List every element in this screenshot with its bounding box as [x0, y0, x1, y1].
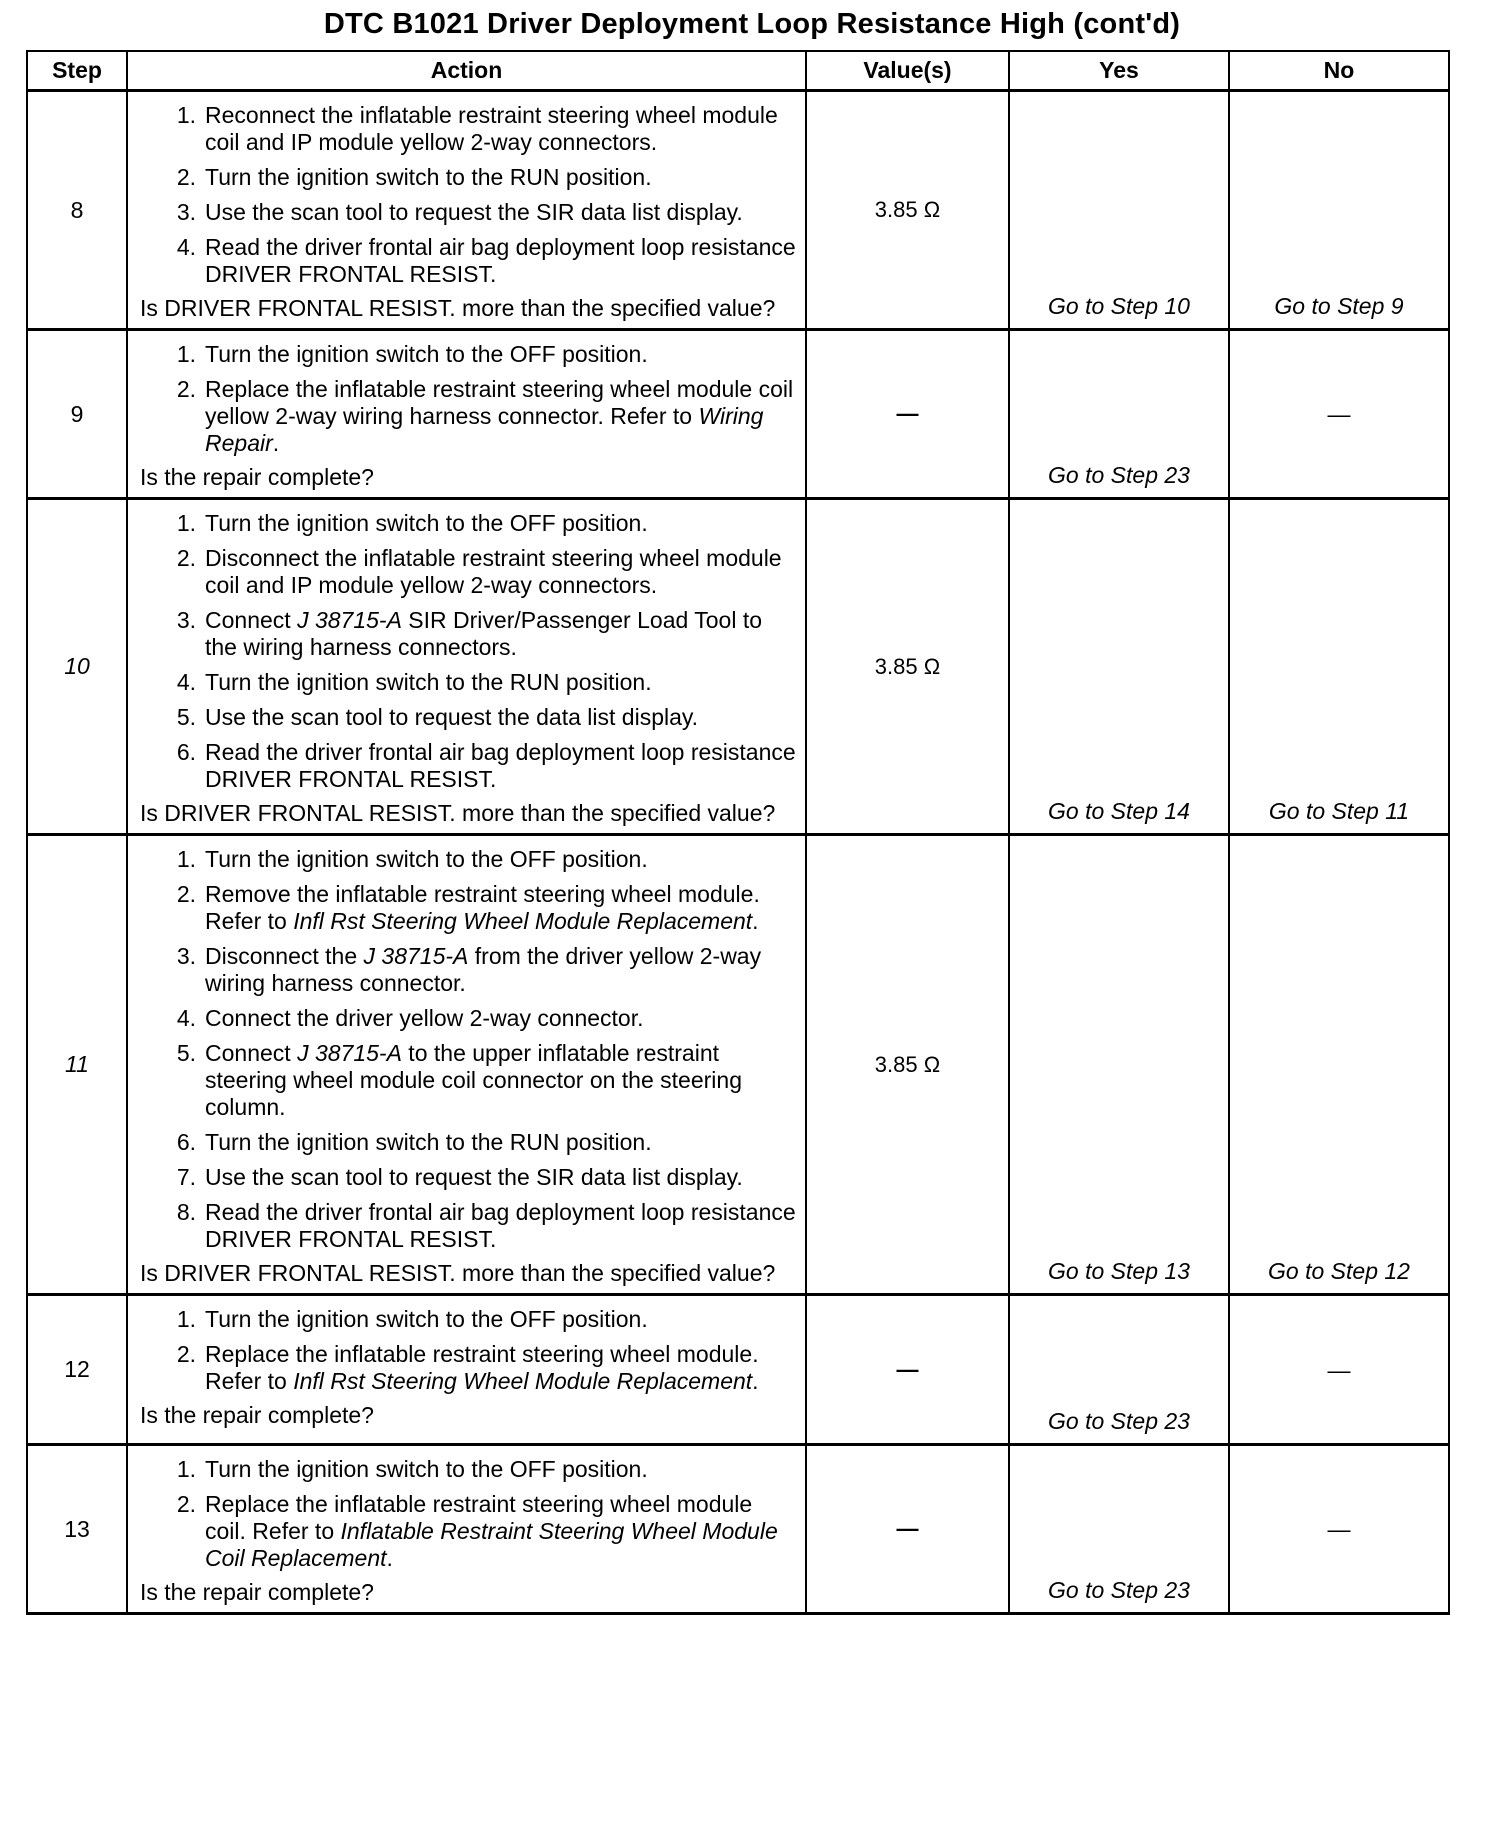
action-item	[140, 846, 797, 873]
yes-cell: Go to Step 23	[1009, 330, 1229, 499]
value-cell: 3.85 Ω	[806, 91, 1009, 330]
no-cell: Go to Step 11	[1229, 499, 1449, 835]
action-item	[140, 943, 797, 997]
header-yes: Yes	[1009, 51, 1229, 91]
action-item-text	[205, 1491, 797, 1572]
action-text-before: Connect	[205, 607, 298, 633]
action-text-before: Connect	[205, 1040, 298, 1066]
action-item-number: 1.	[176, 1456, 196, 1482]
action-item-text	[205, 1040, 797, 1121]
reference-link: Wiring Repair	[205, 403, 764, 456]
value-cell: —	[806, 330, 1009, 499]
header-no: No	[1229, 51, 1449, 91]
action-item-text: Disconnect the inflatable restraint steering wheel module coil and IP module yellow 2-way connectors.	[205, 545, 782, 598]
step-number: 8	[27, 91, 127, 330]
action-item	[140, 1456, 797, 1483]
step-number: 11	[27, 835, 127, 1295]
action-item	[140, 607, 797, 661]
reference-link: Infl Rst Steering Wheel Module Replacement	[293, 1368, 753, 1394]
action-item-number: 5.	[176, 1040, 196, 1066]
action-question: Is DRIVER FRONTAL RESIST. more than the specified value?	[140, 295, 776, 321]
action-text-before: Remove the inflatable restraint steering wheel module. Refer to	[205, 881, 760, 934]
yes-cell: Go to Step 10	[1009, 91, 1229, 330]
action-item-text: Connect the driver yellow 2-way connector.	[205, 1005, 644, 1031]
action-item	[140, 1040, 797, 1121]
value-cell: 3.85 Ω	[806, 835, 1009, 1295]
action-item	[140, 376, 797, 457]
action-cell	[127, 835, 806, 1295]
value-cell: —	[806, 1295, 1009, 1445]
action-item-number: 1.	[176, 510, 196, 536]
action-item-number: 1.	[176, 102, 196, 128]
action-text-after: from the driver yellow 2-way wiring harness connector.	[205, 943, 762, 996]
value-cell: —	[806, 1445, 1009, 1614]
action-text-after: .	[272, 430, 280, 456]
action-item	[140, 704, 797, 731]
action-item-text: Reconnect the inflatable restraint steering wheel module coil and IP module yellow 2-way connectors.	[205, 102, 778, 155]
reference-link: J 38715-A	[297, 1040, 402, 1066]
action-item-text: Turn the ignition switch to the RUN position.	[205, 669, 652, 695]
action-item-number: 3.	[176, 607, 196, 633]
action-text-after: .	[752, 908, 759, 934]
reference-link: J 38715-A	[297, 607, 402, 633]
action-item	[140, 1005, 797, 1032]
action-item	[140, 341, 797, 368]
action-item-number: 4.	[176, 669, 196, 695]
table-row	[27, 1445, 1449, 1614]
page-title: DTC B1021 Driver Deployment Loop Resistance High (cont'd)	[323, 8, 1181, 40]
reference-link: Inflatable Restraint Steering Wheel Module Coil Replacement	[205, 1518, 778, 1571]
no-cell: —	[1229, 1295, 1449, 1445]
reference-link: J 38715-A	[363, 943, 469, 969]
action-item-text: Read the driver frontal air bag deployment loop resistance DRIVER FRONTAL RESIST.	[205, 1199, 796, 1252]
header-row	[27, 51, 1449, 91]
yes-cell: Go to Step 23	[1009, 1445, 1229, 1614]
action-item-text: Use the scan tool to request the SIR data list display.	[205, 1164, 743, 1190]
action-item-number: 6.	[176, 739, 196, 765]
header-action: Action	[127, 51, 806, 91]
action-text-after: .	[386, 1545, 393, 1571]
table-body	[27, 91, 1449, 1614]
no-cell: —	[1229, 1445, 1449, 1614]
action-item-number: 4.	[176, 234, 196, 260]
action-text-before: Disconnect the	[205, 943, 364, 969]
action-item-text: Turn the ignition switch to the RUN position.	[205, 164, 652, 190]
action-item-text	[205, 1341, 797, 1395]
action-item	[140, 1491, 797, 1572]
action-item-number: 2.	[176, 164, 196, 190]
action-text-before: Replace the inflatable restraint steering wheel module coil. Refer to	[205, 1491, 753, 1544]
action-item-number: 8.	[176, 1199, 196, 1225]
table-row	[27, 835, 1449, 1295]
table-row	[27, 91, 1449, 330]
step-number: 10	[27, 499, 127, 835]
no-cell: Go to Step 12	[1229, 835, 1449, 1295]
step-number: 9	[27, 330, 127, 499]
action-item	[140, 545, 797, 599]
action-question: Is the repair complete?	[140, 464, 374, 490]
action-item-number: 3.	[176, 199, 196, 225]
value-cell: 3.85 Ω	[806, 499, 1009, 835]
action-text-before: Replace the inflatable restraint steering wheel module coil yellow 2-way wiring harness connector. Refer to	[205, 376, 794, 429]
action-item	[140, 1129, 797, 1156]
no-cell: Go to Step 9	[1229, 91, 1449, 330]
action-text-after: to the upper inflatable restraint steering wheel module coil connector on the steering column.	[205, 1040, 742, 1120]
action-item-text: Read the driver frontal air bag deployment loop resistance DRIVER FRONTAL RESIST.	[205, 739, 796, 792]
action-cell	[127, 1295, 806, 1445]
yes-cell: Go to Step 14	[1009, 499, 1229, 835]
action-item-text: Turn the ignition switch to the OFF position.	[205, 846, 648, 872]
action-item-text	[205, 881, 797, 935]
action-item-text	[205, 376, 797, 457]
action-item-number: 2.	[176, 881, 196, 907]
action-text-before: Replace the inflatable restraint steering wheel module. Refer to	[205, 1341, 759, 1394]
action-item-text: Turn the ignition switch to the OFF position.	[205, 341, 648, 367]
action-item	[140, 739, 797, 793]
action-question: Is the repair complete?	[140, 1579, 374, 1605]
action-item-text: Use the scan tool to request the data list display.	[205, 704, 699, 730]
action-question: Is DRIVER FRONTAL RESIST. more than the specified value?	[140, 1260, 776, 1286]
action-item-number: 4.	[176, 1005, 196, 1031]
yes-cell: Go to Step 13	[1009, 835, 1229, 1295]
action-item-number: 2.	[176, 376, 196, 402]
table-row	[27, 1295, 1449, 1445]
action-item-text	[205, 943, 797, 997]
action-cell	[127, 91, 806, 330]
action-item-number: 1.	[176, 846, 196, 872]
action-item-text: Turn the ignition switch to the OFF position.	[205, 510, 648, 536]
action-text-after: .	[752, 1368, 759, 1394]
action-item-text: Turn the ignition switch to the OFF position.	[205, 1456, 648, 1482]
action-item	[140, 510, 797, 537]
step-number: 13	[27, 1445, 127, 1614]
table-row	[27, 330, 1449, 499]
action-cell	[127, 330, 806, 499]
action-item-number: 5.	[176, 704, 196, 730]
action-item-number: 6.	[176, 1129, 196, 1155]
action-item-text: Use the scan tool to request the SIR data list display.	[205, 199, 743, 225]
action-item	[140, 102, 797, 156]
action-item	[140, 199, 797, 226]
action-item	[140, 1306, 797, 1333]
action-item	[140, 669, 797, 696]
action-item-number: 1.	[176, 341, 196, 367]
action-item-number: 7.	[176, 1164, 196, 1190]
action-question: Is the repair complete?	[140, 1402, 374, 1428]
action-item-number: 3.	[176, 943, 196, 969]
action-item-number: 2.	[176, 1341, 196, 1367]
table-row	[27, 499, 1449, 835]
diagnostic-table	[26, 50, 1450, 1615]
action-item-number: 1.	[176, 1306, 196, 1332]
action-item-text: Read the driver frontal air bag deployment loop resistance DRIVER FRONTAL RESIST.	[205, 234, 796, 287]
action-item-number: 2.	[176, 1491, 196, 1517]
step-number: 12	[27, 1295, 127, 1445]
header-values: Value(s)	[806, 51, 1009, 91]
action-item	[140, 1199, 797, 1253]
reference-link: Infl Rst Steering Wheel Module Replacement	[293, 908, 753, 934]
action-text-after: SIR Driver/Passenger Load Tool to the wiring harness connectors.	[205, 607, 763, 660]
action-item	[140, 164, 797, 191]
action-question: Is DRIVER FRONTAL RESIST. more than the specified value?	[140, 800, 776, 826]
action-item	[140, 234, 797, 288]
header-step: Step	[27, 51, 127, 91]
action-item	[140, 881, 797, 935]
no-cell: —	[1229, 330, 1449, 499]
action-cell	[127, 499, 806, 835]
action-item	[140, 1341, 797, 1395]
action-item-number: 2.	[176, 545, 196, 571]
action-item-text: Turn the ignition switch to the OFF position.	[205, 1306, 648, 1332]
action-item-text	[205, 607, 797, 661]
action-cell	[127, 1445, 806, 1614]
yes-cell: Go to Step 23	[1009, 1295, 1229, 1445]
action-item-text: Turn the ignition switch to the RUN position.	[205, 1129, 652, 1155]
action-item	[140, 1164, 797, 1191]
